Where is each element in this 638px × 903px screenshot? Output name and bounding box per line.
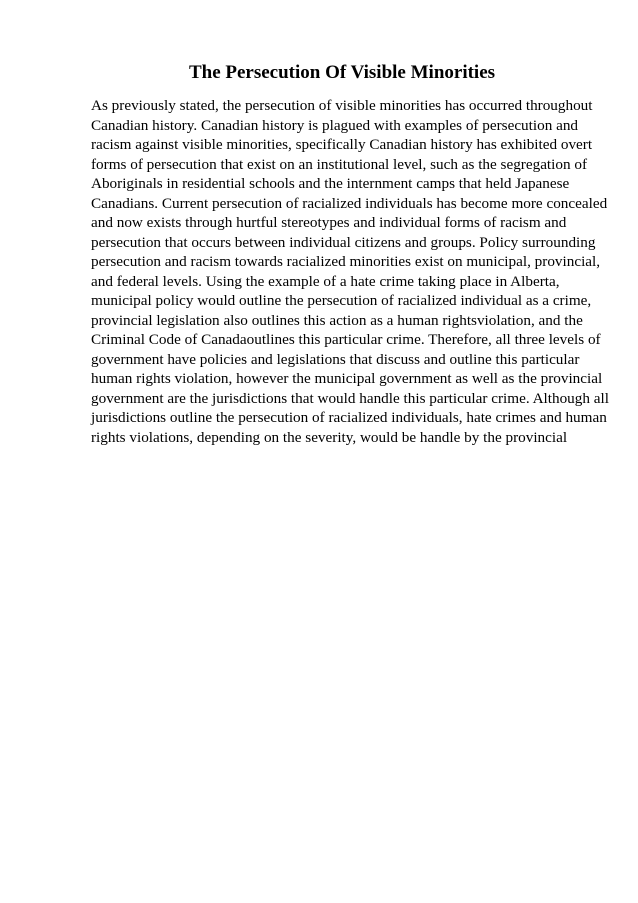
text-line: Criminal Code of Canadaoutlines this particular crime. Therefore, all three levels of	[91, 331, 601, 348]
text-line: As previously stated, the persecution of visible minorities has occurred throughout	[91, 97, 593, 114]
text-line: Canadian history. Canadian history is plagued with examples of persecution and	[91, 116, 579, 134]
text-line: persecution that occurs between individual citizens and groups. Policy surrounding	[91, 233, 596, 251]
text-line: and federal levels. Using the example of a hate crime taking place in Alberta,	[91, 272, 560, 290]
text-line: government have policies and legislations that discuss and outline this particular	[91, 350, 580, 368]
text-line: municipal policy would outline the persecution of racialized individual as a crime,	[91, 292, 592, 309]
text-line: and now exists through hurtful stereotypes and individual forms of racism and	[91, 214, 567, 231]
text-line: racism against visible minorities, specifically Canadian history has exhibited overt	[91, 136, 593, 153]
text-line: provincial legislation also outlines this action as a human rightsviolation, and the	[91, 311, 583, 329]
text-line: human rights violation, however the municipal government as well as the provincial	[91, 370, 603, 387]
text-line: government are the jurisdictions that would handle this particular crime. Although all	[91, 389, 609, 407]
text-line: persecution and racism towards racialized minorities exist on municipal, provincial,	[91, 253, 601, 270]
text-line: jurisdictions outline the persecution of racialized individuals, hate crimes and human	[91, 409, 607, 426]
text-line: Canadians. Current persecution of racialized individuals has become more concealed	[91, 194, 608, 212]
body-paragraph	[91, 96, 611, 447]
text-line: Aboriginals in residential schools and the internment camps that held Japanese	[91, 175, 570, 192]
text-line: forms of persecution that exist on an institutional level, such as the segregation of	[91, 155, 588, 173]
text-line: rights violations, depending on the severity, would be handle by the provincial	[91, 428, 568, 446]
document-title: The Persecution Of Visible Minorities	[188, 62, 496, 83]
